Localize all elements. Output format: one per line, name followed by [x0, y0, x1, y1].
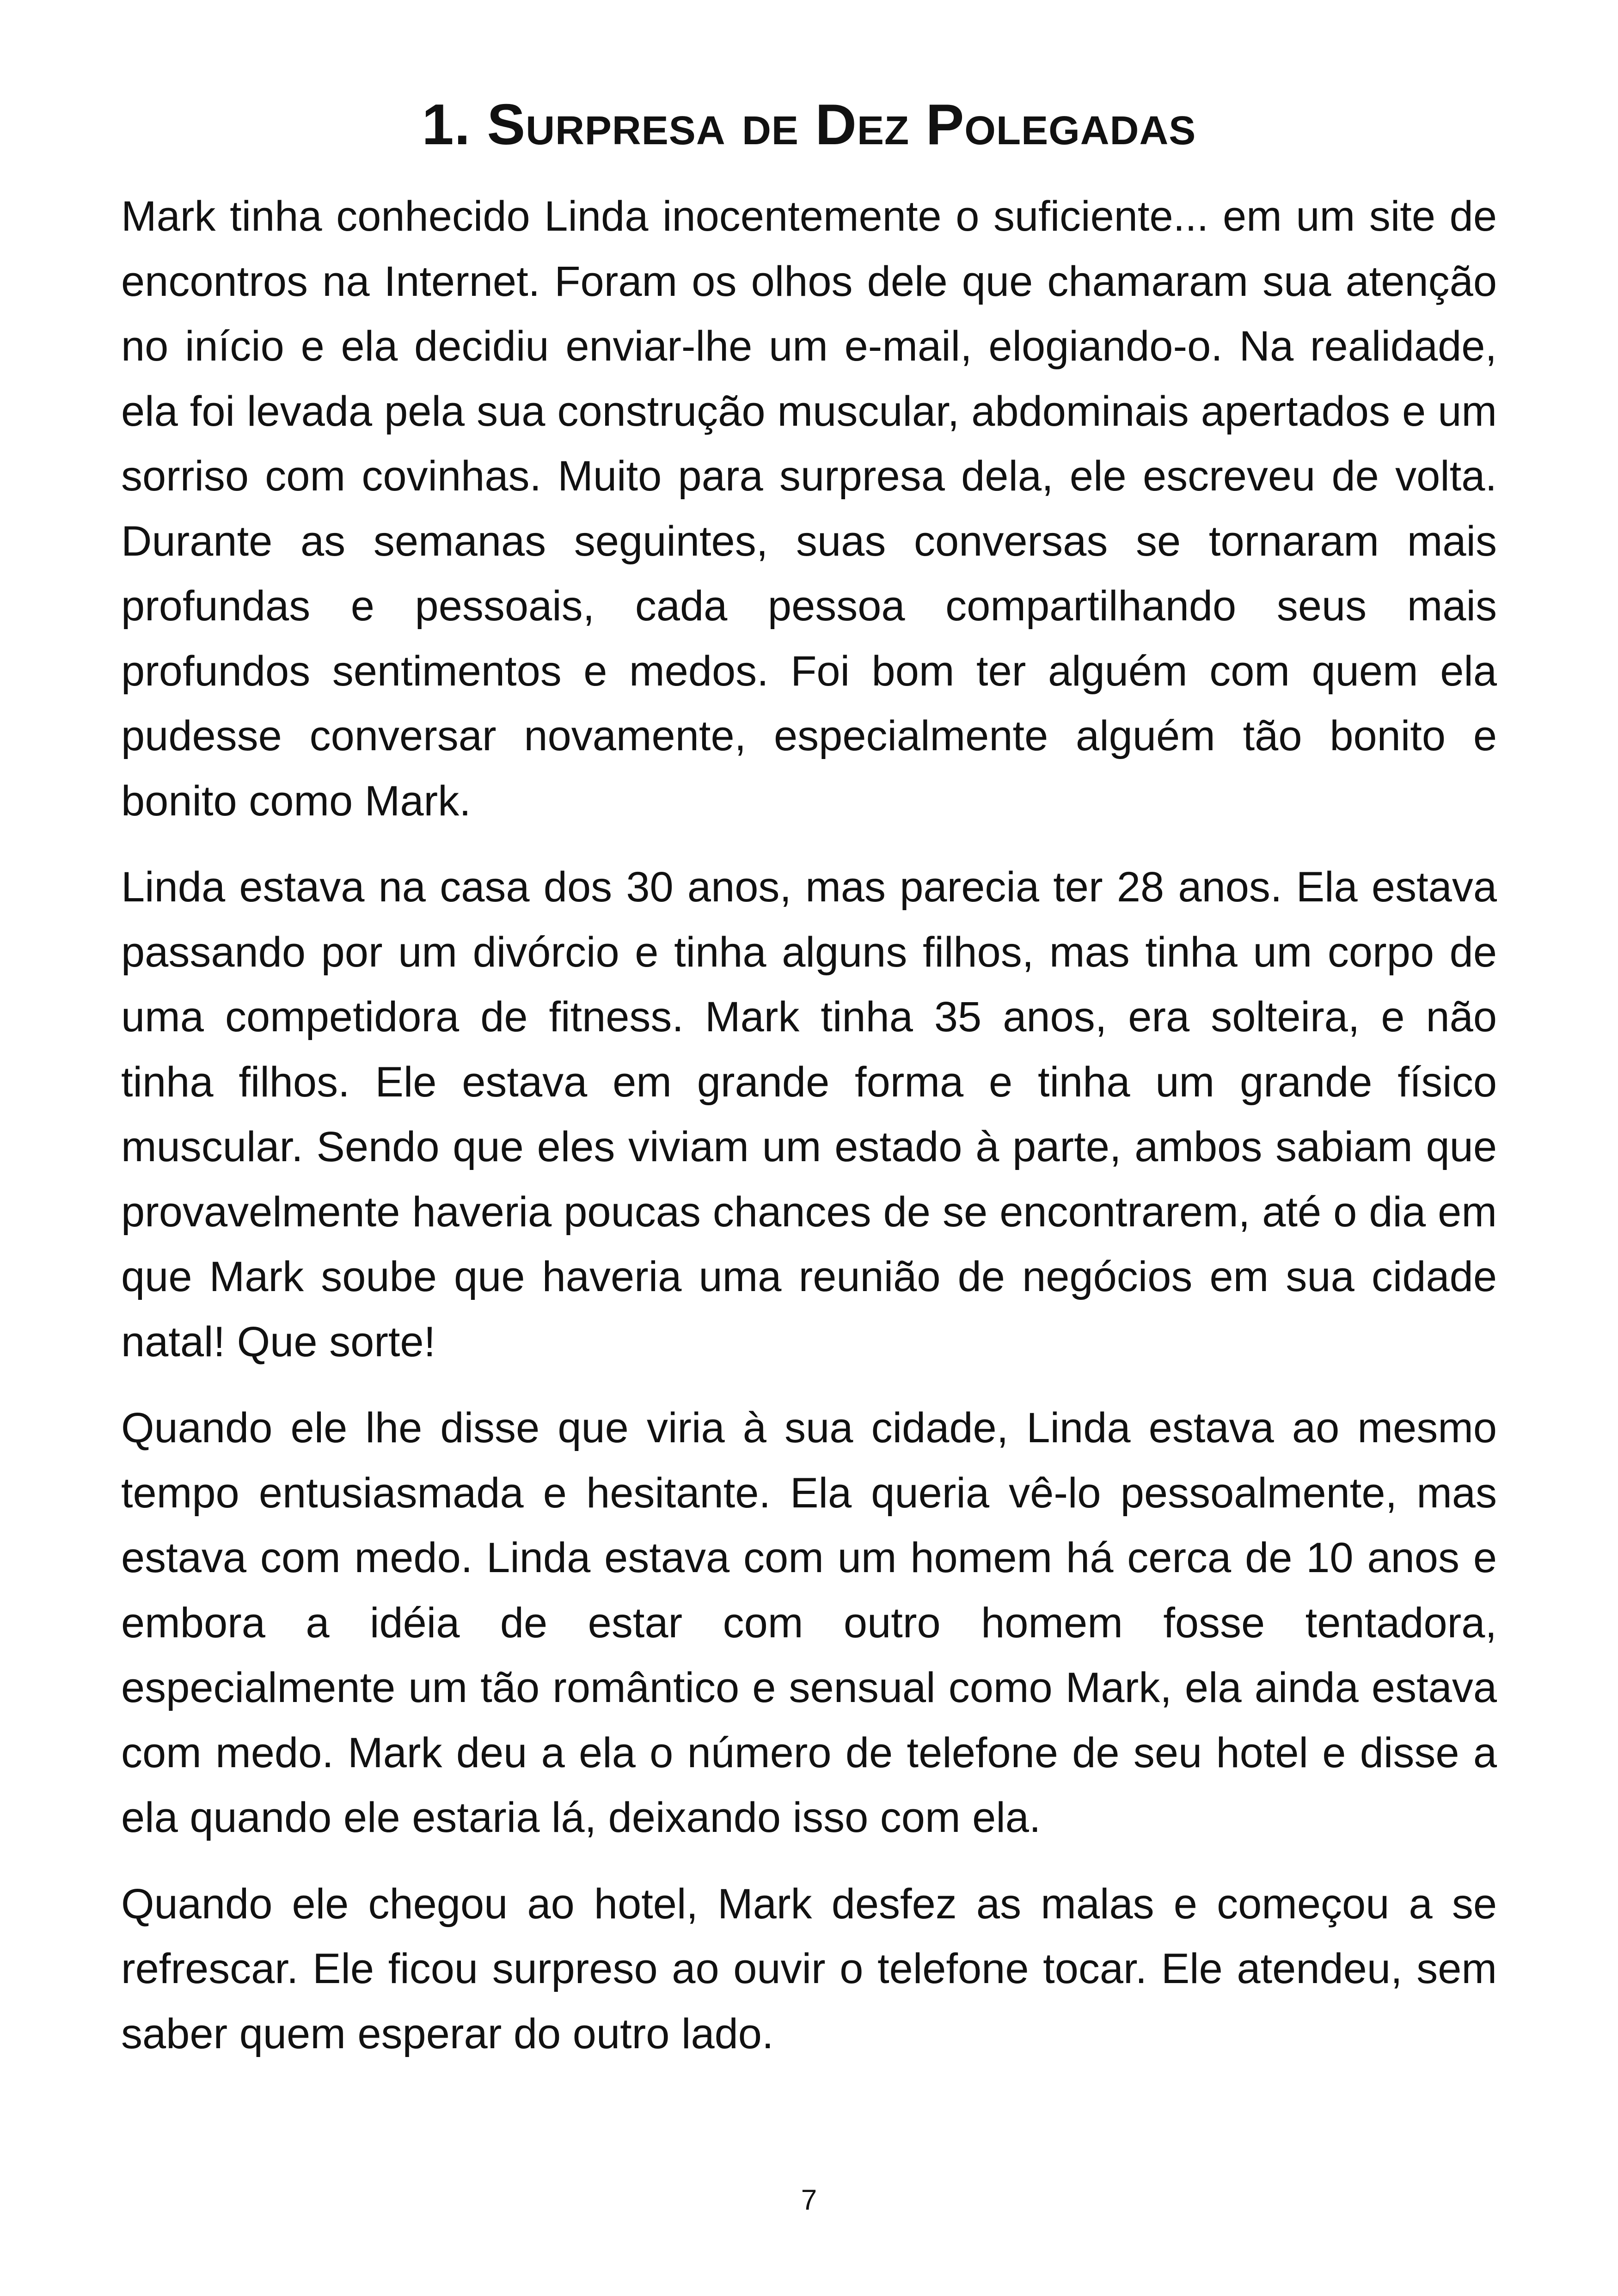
paragraph-2: Linda estava na casa dos 30 anos, mas parecia ter 28 anos. Ela estava passando por um divórcio e tinha alguns filhos, mas tinha um corpo de uma competidora de fitness. Mark tinha 35 anos, era solteira, e não tinha filhos. Ele estava em grande forma e tinha um grande físico muscular. Sendo que eles viviam um estado à parte, ambos sabiam que provavelmente haveria poucas chances de se encontrarem, até o dia em que Mark soube que haveria uma reunião de negócios em sua cidade natal! Que sorte! [121, 863, 1497, 1365]
paragraph-1: Mark tinha conhecido Linda inocentemente o suficiente... em um site de encontros na Internet. Foram os olhos dele que chamaram sua atenção no início e ela decidiu enviar-lhe um e-mail, elogiando-o. Na realidade, ela foi levada pela sua construção muscular, abdominais apertados e um sorriso com covinhas. Muito para surpresa dela, ele escreveu de volta. Durante as semanas seguintes, suas conversas se tornaram mais profundas e pessoais, cada pessoa compartilhando seus mais profundos sentimentos e medos. Foi bom ter alguém com quem ela pudesse conversar novamente, especialmente alguém tão bonito e bonito como Mark. [121, 193, 1497, 825]
chapter-body [121, 184, 1497, 2088]
paragraph-4: Quando ele chegou ao hotel, Mark desfez as malas e começou a se refrescar. Ele ficou surpreso ao ouvir o telefone tocar. Ele atendeu, sem saber quem esperar do outro lado. [121, 1880, 1497, 2057]
chapter-title: 1. Surpresa de Dez Polegadas [422, 93, 1196, 157]
paragraph-3: Quando ele lhe disse que viria à sua cidade, Linda estava ao mesmo tempo entusiasmada e hesitante. Ela queria vê-lo pessoalmente, mas estava com medo. Linda estava com um homem há cerca de 10 anos e embora a idéia de estar com outro homem fosse tentadora, especialmente um tão romântico e sensual como Mark, ela ainda estava com medo. Mark deu a ela o número de telefone de seu hotel e disse a ela quando ele estaria lá, deixando isso com ela. [121, 1404, 1497, 1841]
page-number: 7 [801, 2184, 817, 2216]
